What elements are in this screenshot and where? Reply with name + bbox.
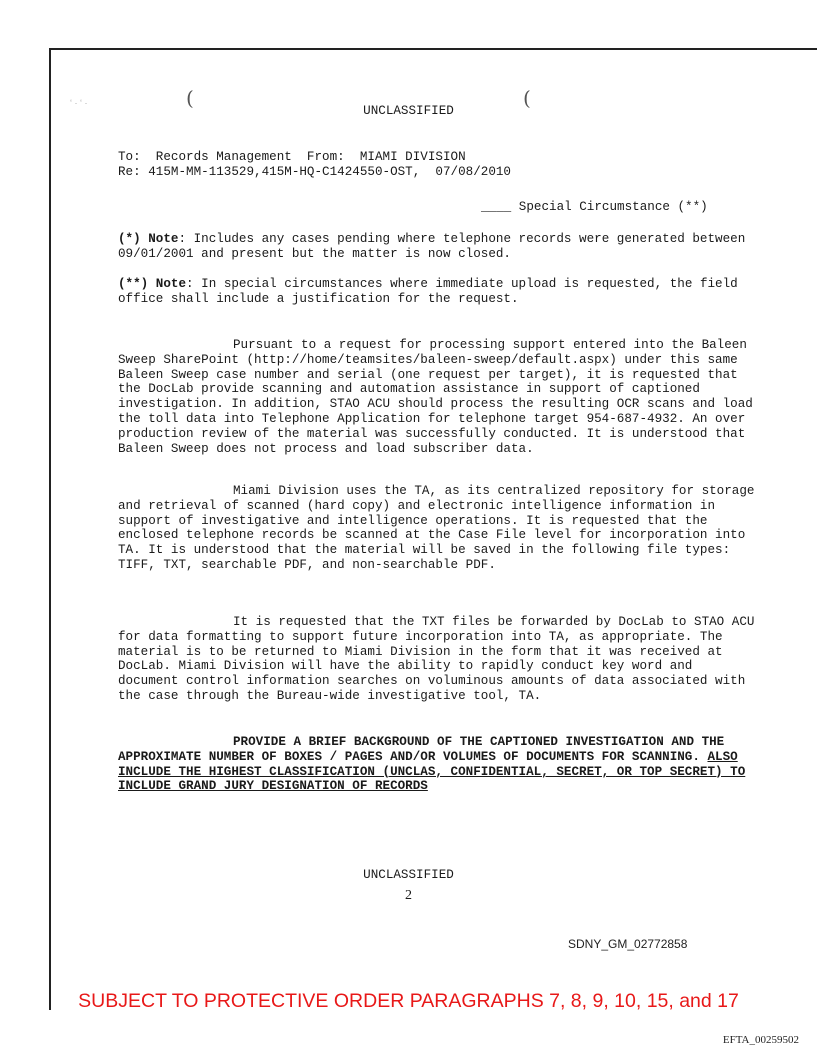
top-border-line bbox=[50, 48, 817, 50]
page-number: 2 bbox=[405, 888, 412, 903]
protective-order-notice: SUBJECT TO PROTECTIVE ORDER PARAGRAPHS 7, 8, 9, 10, 15, and 17 bbox=[78, 990, 739, 1012]
note-2 bbox=[118, 277, 758, 307]
body-paragraph-2-text: Miami Division uses the TA, as its centralized repository for storage and retrieval of scanned (hard copy) and electronic intelligence information in support of investigative and intelligence operations. It is requested that the enclosed telephone records be scanned at the Case File level for incorporation into TA. It is understood that the material will be saved in the following file types: TIFF, TXT, searchable PDF, and non-searchable PDF. bbox=[118, 484, 755, 572]
note-1 bbox=[118, 232, 758, 262]
note-2-text: : In special circumstances where immediate upload is requested, the field office shall include a justification for the request. bbox=[118, 277, 738, 306]
instruction-plain: PROVIDE A BRIEF BACKGROUND OF THE CAPTIONED INVESTIGATION AND THE APPROXIMATE NUMBER OF BOXES / PAGES AND/OR VOLUMES OF DOCUMENTS FOR SCANNING. bbox=[118, 735, 725, 764]
classification-top: UNCLASSIFIED bbox=[363, 104, 454, 118]
scan-mark-right: ( bbox=[523, 86, 531, 110]
efta-number: EFTA_00259502 bbox=[722, 1034, 799, 1046]
body-paragraph-1-text: Pursuant to a request for processing support entered into the Baleen Sweep SharePoint (http://home/teamsites/baleen-sweep/default.aspx) under this same Baleen Sweep case number and serial (one request per target), it is requested that the DocLab provide scanning and automation assistance in support of captioned investigation. In addition, STAO ACU should process the resulting OCR scans and load the toll data into Telephone Application for telephone target 954-687-4932. An over production review of the material was successfully conducted. It is understood that Baleen Sweep does not process and load subscriber data. bbox=[118, 338, 753, 456]
body-paragraph-3-text: It is requested that the TXT files be forwarded by DocLab to STAO ACU for data formatting to support future incorporation into TA, as appropriate. The material is to be returned to Miami Division in the form that it was received at DocLab. Miami Division will have the ability to rapidly conduct key word and document control information searches on voluminous amounts of data associated with the case through the Bureau-wide investigative tool, TA. bbox=[118, 615, 755, 703]
note-1-text: : Includes any cases pending where telephone records were generated between 09/01/2001 and present but the matter is now closed. bbox=[118, 232, 746, 261]
body-paragraph-1 bbox=[118, 338, 758, 456]
to-from-line: To: Records Management From: MIAMI DIVISION bbox=[118, 150, 466, 164]
special-circumstance-line: ____ Special Circumstance (**) bbox=[481, 200, 708, 214]
scan-speck: ‘ · ‘ · bbox=[70, 98, 88, 108]
body-paragraph-3 bbox=[118, 615, 758, 704]
instruction-block bbox=[118, 735, 758, 794]
instruction-underlined: ALSO INCLUDE THE HIGHEST CLASSIFICATION (UNCLAS, CONFIDENTIAL, SECRET, OR TOP SECRET) TO INCLUDE GRAND JURY DESIGNATION OF RECORDS bbox=[118, 749, 746, 794]
classification-bottom: UNCLASSIFIED bbox=[363, 868, 454, 882]
body-paragraph-2 bbox=[118, 484, 758, 573]
note-2-label: (**) Note bbox=[118, 277, 187, 291]
note-1-label: (*) Note bbox=[118, 232, 179, 246]
bates-number: SDNY_GM_02772858 bbox=[568, 937, 688, 951]
left-border-line bbox=[49, 48, 51, 1010]
scan-mark-left: ( bbox=[186, 86, 194, 110]
re-line: Re: 415M-MM-113529,415M-HQ-C1424550-OST, 07/08/2010 bbox=[118, 165, 511, 179]
